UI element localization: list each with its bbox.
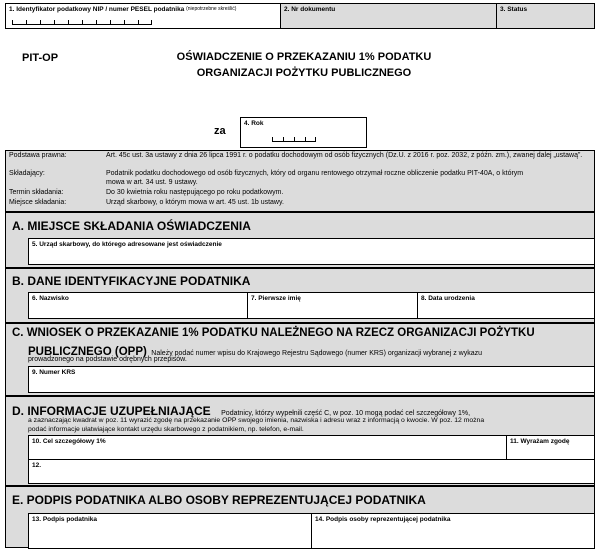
field-12-label: 12.	[32, 462, 42, 469]
field-4-year[interactable]	[240, 117, 367, 148]
section-d	[5, 396, 595, 486]
info-label-legal-basis: Podstawa prawna:	[9, 152, 67, 159]
info-value-deadline: Do 30 kwietnia roku następującego po roku podatkowym.	[106, 189, 284, 196]
section-d-note-line3: podać informacje ułatwiające kontakt urzędu skarbowego z podatnikiem, np. telefon, e-mail.	[28, 426, 304, 433]
section-c-note: Należy podać numer wpisu do Krajowego Rejestru Sądowego (numer KRS) organizacji wybranej z wykazu	[151, 350, 483, 357]
za-label: za	[214, 125, 226, 137]
info-value-submitter: Podatnik podatku dochodowego od osób fizycznych, który od organu rentowego otrzymał roczne obliczenie podatku PIT-40A, o którym mowa w art. 34 ust. 9 ustawy.	[106, 170, 524, 186]
form-title-line2: ORGANIZACJI POŻYTKU PUBLICZNEGO	[196, 67, 412, 79]
field-6-surname[interactable]	[28, 292, 250, 319]
field-11-consent[interactable]	[506, 435, 595, 460]
field-2-document-number	[280, 3, 497, 29]
field-3-status	[496, 3, 595, 29]
info-value-legal-basis: Art. 45c ust. 3a ustawy z dnia 26 lipca 1991 r. o podatku dochodowym od osób fizycznych (Dz.U. z 2016 r. poz. 2032, z późn. zm.), zwanej dalej „ustawą”.	[106, 152, 583, 159]
field-4-label: 4. Rok	[244, 120, 264, 127]
field-6-label: 6. Nazwisko	[32, 295, 69, 302]
section-c-note-line2: prowadzonego na podstawie odrębnych przepisów.	[28, 356, 187, 363]
field-1-note: (niepotrzebne skreślić)	[186, 6, 237, 12]
section-d-note-line1: Podatnicy, którzy wypełnili część C, w poz. 10 mogą podać cel szczegółowy 1%,	[221, 410, 471, 417]
section-a	[5, 212, 595, 268]
info-label-place: Miejsce składania:	[9, 199, 67, 206]
section-b	[5, 268, 595, 323]
year-digit-ticks	[272, 138, 316, 142]
field-7-first-name[interactable]	[247, 292, 419, 319]
field-14-label: 14. Podpis osoby reprezentującej podatnika	[315, 516, 451, 523]
field-2-label: 2. Nr dokumentu	[284, 6, 336, 13]
field-14-representative-signature[interactable]	[311, 513, 595, 549]
field-8-label: 8. Data urodzenia	[421, 295, 475, 302]
field-1-nip-pesel[interactable]	[5, 3, 281, 29]
field-10-specific-purpose[interactable]	[28, 435, 507, 460]
field-9-krs-number[interactable]	[28, 366, 595, 393]
section-e	[5, 486, 595, 548]
section-d-title: D. INFORMACJE UZUPEŁNIAJĄCE	[12, 404, 211, 418]
field-11-label: 11. Wyrażam zgodę	[510, 438, 570, 445]
section-c-title-line1: C. WNIOSEK O PRZEKAZANIE 1% PODATKU NALEŻNEGO NA RZECZ ORGANIZACJI POŻYTKU	[12, 327, 535, 339]
field-9-label: 9. Numer KRS	[32, 369, 76, 376]
section-e-title: E. PODPIS PODATNIKA ALBO OSOBY REPREZENTUJĄCEJ PODATNIKA	[12, 493, 426, 507]
nip-digit-ticks	[12, 21, 152, 25]
field-3-label: 3. Status	[500, 6, 528, 13]
field-12-contact-info[interactable]	[28, 459, 595, 484]
field-13-label: 13. Podpis podatnika	[32, 516, 98, 523]
field-8-birth-date[interactable]	[417, 292, 595, 319]
info-block	[5, 150, 595, 212]
info-value-place: Urząd skarbowy, o którym mowa w art. 45 ust. 1b ustawy.	[106, 199, 284, 206]
field-13-taxpayer-signature[interactable]	[28, 513, 312, 549]
form-code: PIT-OP	[22, 52, 59, 64]
section-c-title-line2: PUBLICZNEGO (OPP)	[28, 346, 147, 358]
field-7-label: 7. Pierwsze imię	[251, 295, 301, 302]
field-10-label: 10. Cel szczegółowy 1%	[32, 438, 106, 445]
field-5-tax-office[interactable]	[28, 238, 595, 265]
field-5-label: 5. Urząd skarbowy, do którego adresowane jest oświadczenie	[32, 241, 222, 248]
section-b-title: B. DANE IDENTYFIKACYJNE PODATNIKA	[12, 274, 251, 288]
field-1-label: 1. Identyfikator podatkowy NIP / numer PESEL podatnika	[9, 6, 185, 13]
form-title-line1: OŚWIADCZENIE O PRZEKAZANIU 1% PODATKU	[176, 51, 432, 63]
info-label-submitter: Składający:	[9, 170, 45, 177]
section-c	[5, 323, 595, 396]
section-a-title: A. MIEJSCE SKŁADANIA OŚWIADCZENIA	[12, 219, 251, 233]
info-label-deadline: Termin składania:	[9, 189, 64, 196]
section-d-note-line2: a zaznaczając kwadrat w poz. 11 wyrazić zgodę na przekazanie OPP swojego imienia, nazwiska i adresu wraz z informacją o kwocie. W poz. 12 można	[28, 417, 485, 424]
